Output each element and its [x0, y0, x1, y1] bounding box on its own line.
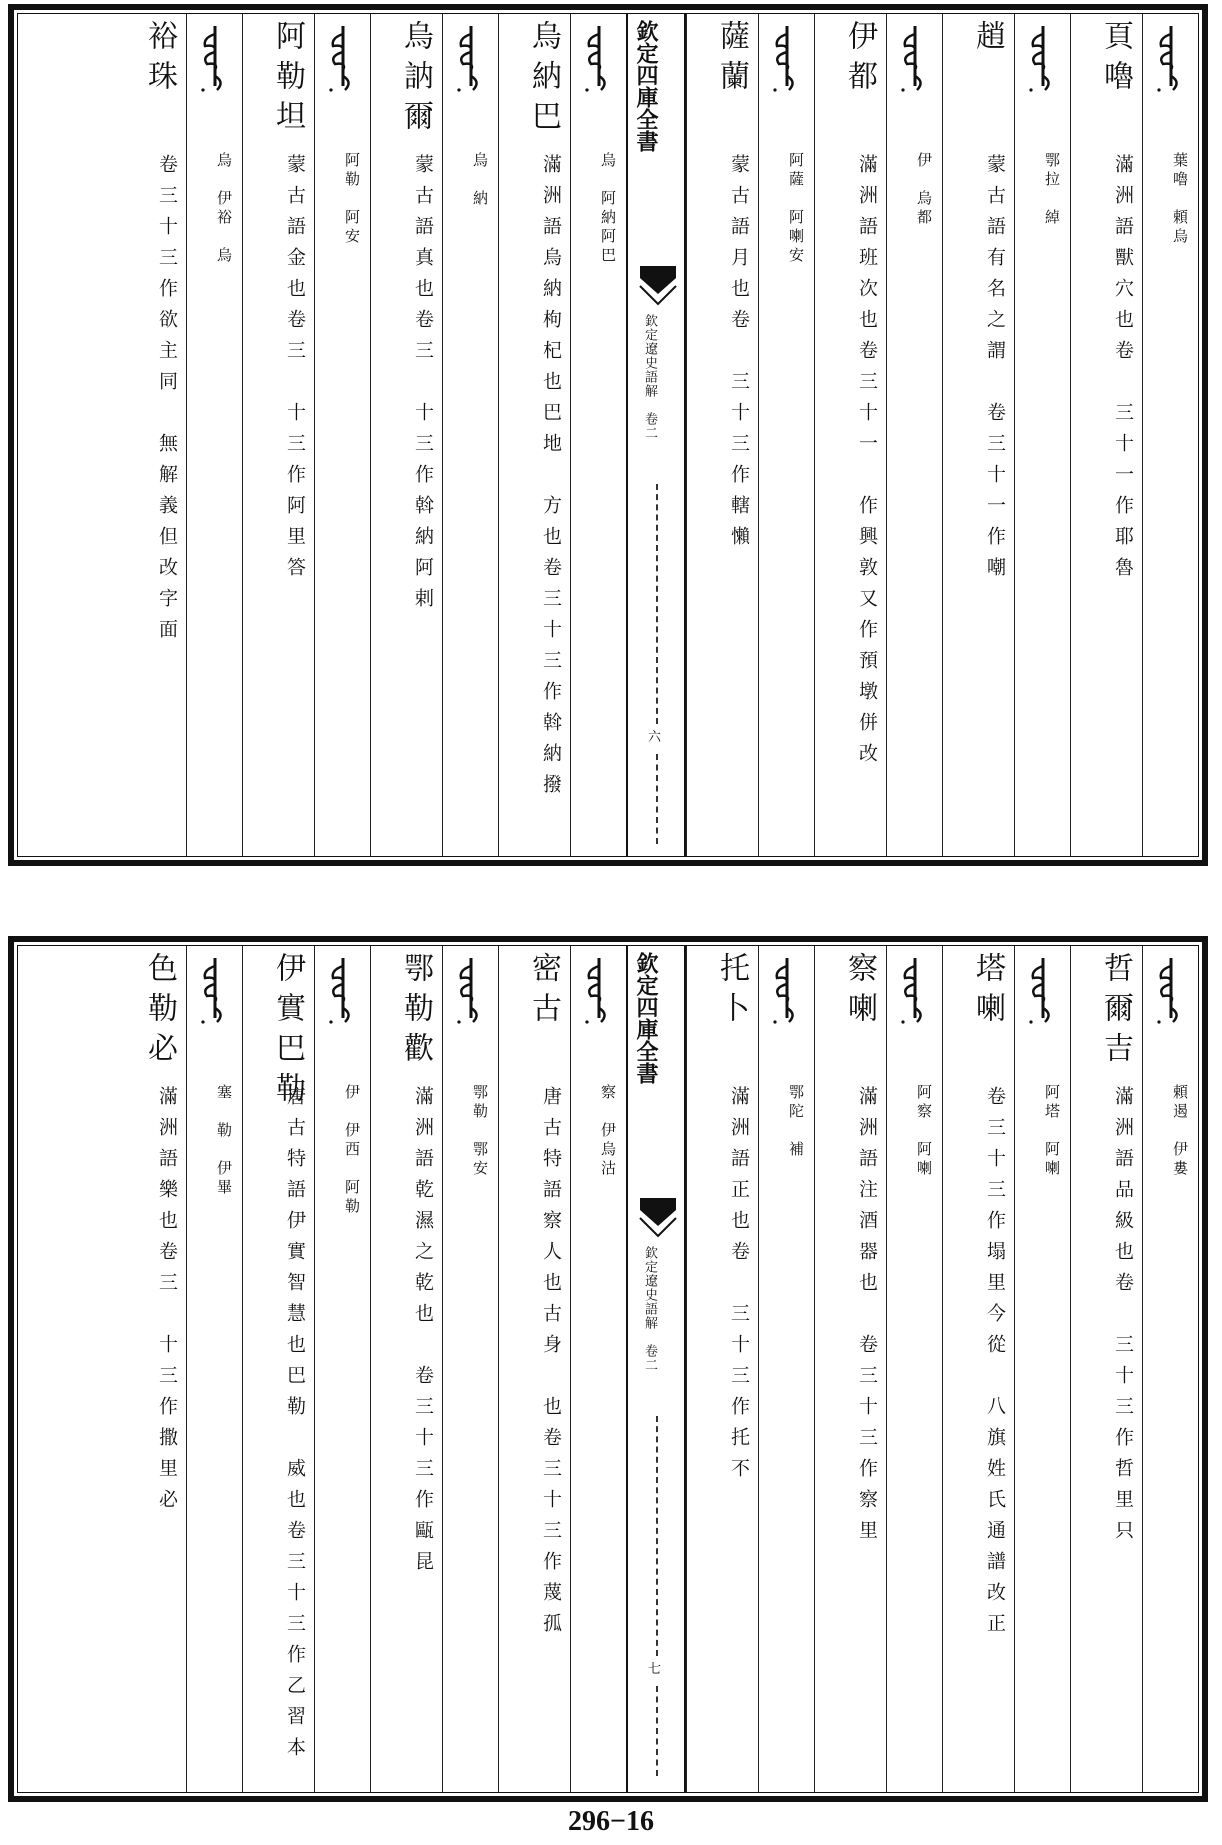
- entry-definition: 滿洲語注酒器也 卷三十三作察里: [856, 1086, 878, 1551]
- mongol-script-column: [442, 946, 498, 1792]
- entry-column: [114, 946, 186, 1792]
- entry-column: [498, 14, 570, 856]
- phonetic-reading: 烏 納: [471, 152, 489, 209]
- phonetic-reading: 烏 阿納阿巴: [599, 152, 617, 266]
- entry-definition: 卷三十三作塌里今從 八旗姓氏通譜改正: [984, 1086, 1006, 1644]
- phonetic-reading: 頼遏 伊婁: [1171, 1084, 1189, 1179]
- center-dash-line: [656, 1686, 658, 1776]
- page-number: 296−16: [568, 1806, 654, 1837]
- folio-number: 六: [648, 730, 662, 745]
- entry-definition: 滿洲語班次也卷三十一 作興敦又作預墩併改: [856, 154, 878, 774]
- entry-heading: 頁嚕: [1098, 20, 1133, 100]
- bottom-page-columns: [18, 946, 1198, 1792]
- mongol-script-column: [186, 14, 242, 856]
- entry-column: [686, 14, 758, 856]
- entry-heading: 哲爾吉: [1098, 952, 1133, 1072]
- manchu-script-glyph: [451, 24, 491, 94]
- mongol-script-column: [1014, 946, 1070, 1792]
- phonetic-reading: 鄂勒 鄂安: [471, 1084, 489, 1179]
- juan-note: 欽定遼史語解 卷二: [642, 314, 657, 440]
- juan-note: 欽定遼史語解 卷二: [642, 1246, 657, 1372]
- entry-column: [370, 14, 442, 856]
- fish-tail-mark: [638, 1196, 678, 1242]
- entry-definition: 蒙古語月也卷 三十三作轄懶: [728, 154, 750, 557]
- entry-column: [942, 946, 1014, 1792]
- entry-heading: 密古: [526, 952, 561, 1032]
- center-dash-line: [656, 484, 658, 724]
- manchu-script-glyph: [895, 956, 935, 1026]
- top-page-columns: [18, 14, 1198, 856]
- manchu-script-glyph: [579, 956, 619, 1026]
- entry-heading: 烏訥爾: [398, 20, 433, 140]
- entry-column: [242, 946, 314, 1792]
- entry-column: [1070, 946, 1142, 1792]
- phonetic-reading: 伊 伊西 阿勒: [343, 1084, 361, 1217]
- fish-tail-mark: [638, 264, 678, 310]
- entry-heading: 察喇: [842, 952, 877, 1032]
- entry-definition: 唐古特語伊實智慧也巴勒 威也卷三十三作乙習本: [284, 1086, 306, 1768]
- entry-definition: 滿洲語樂也卷三 十三作撒里必: [156, 1086, 178, 1520]
- phonetic-reading: 塞 勒 伊畢: [215, 1084, 233, 1198]
- mongol-script-column: [570, 14, 626, 856]
- mongol-script-column: [1014, 14, 1070, 856]
- mongol-script-column: [886, 946, 942, 1792]
- center-dash-line: [656, 1416, 658, 1656]
- folio-number: 七: [648, 1662, 662, 1677]
- phonetic-reading: 鄂拉 綽: [1043, 152, 1061, 228]
- manchu-script-glyph: [323, 24, 363, 94]
- entry-heading: 烏納巴: [526, 20, 561, 140]
- manchu-script-glyph: [767, 24, 807, 94]
- mongol-script-column: [314, 946, 370, 1792]
- entry-definition: 唐古特語察人也古身 也卷三十三作蔑孤: [540, 1086, 562, 1644]
- entry-definition: 滿洲語正也卷 三十三作托不: [728, 1086, 750, 1489]
- book-title-column: [626, 946, 686, 1792]
- entry-column: [686, 946, 758, 1792]
- entry-column: [814, 14, 886, 856]
- manchu-script-glyph: [1023, 24, 1063, 94]
- entry-heading: 伊實巴勒: [270, 952, 305, 1112]
- entry-definition: 滿洲語獸穴也卷 三十一作耶魯: [1112, 154, 1134, 588]
- entry-column: [814, 946, 886, 1792]
- mongol-script-column: [758, 14, 814, 856]
- manchu-script-glyph: [1151, 956, 1191, 1026]
- entry-definition: 蒙古語有名之謂 卷三十一作嘲: [984, 154, 1006, 588]
- manchu-script-glyph: [895, 24, 935, 94]
- entry-definition: 蒙古語真也卷三 十三作斡納阿剌: [412, 154, 434, 619]
- mongol-script-column: [570, 946, 626, 1792]
- entry-definition: 滿洲語烏納枸杞也巴地 方也卷三十三作斡納撥: [540, 154, 562, 805]
- entry-heading: 伊都: [842, 20, 877, 100]
- entry-column: [114, 14, 186, 856]
- entry-heading: 托卜: [714, 952, 749, 1032]
- mongol-script-column: [886, 14, 942, 856]
- manchu-script-glyph: [1151, 24, 1191, 94]
- entry-column: [242, 14, 314, 856]
- entry-heading: 薩蘭: [714, 20, 749, 100]
- manchu-script-glyph: [323, 956, 363, 1026]
- entry-heading: 趙: [970, 20, 1005, 60]
- entry-definition: 卷三十三作欲主同 無解義但改字面: [156, 154, 178, 650]
- entry-column: [498, 946, 570, 1792]
- entry-column: [942, 14, 1014, 856]
- mongol-script-column: [758, 946, 814, 1792]
- phonetic-reading: 察 伊烏沽: [599, 1084, 617, 1179]
- entry-definition: 滿洲語乾濕之乾也 卷三十三作甌昆: [412, 1086, 434, 1582]
- mongol-script-column: [186, 946, 242, 1792]
- phonetic-reading: 阿勒 阿安: [343, 152, 361, 247]
- mongol-script-column: [1142, 946, 1198, 1792]
- entry-definition: 滿洲語品級也卷 三十三作哲里只: [1112, 1086, 1134, 1551]
- phonetic-reading: 阿察 阿喇: [915, 1084, 933, 1179]
- book-title-column: [626, 14, 686, 856]
- center-dash-line: [656, 754, 658, 844]
- phonetic-reading: 烏 伊裕 烏: [215, 152, 233, 266]
- bottom-page: [8, 936, 1208, 1802]
- mongol-script-column: [1142, 14, 1198, 856]
- entry-column: [370, 946, 442, 1792]
- manchu-script-glyph: [1023, 956, 1063, 1026]
- phonetic-reading: 葉嚕 頼烏: [1171, 152, 1189, 247]
- entry-column: [1070, 14, 1142, 856]
- entry-heading: 阿勒坦: [270, 20, 305, 140]
- entry-heading: 塔喇: [970, 952, 1005, 1032]
- manchu-script-glyph: [579, 24, 619, 94]
- mongol-script-column: [314, 14, 370, 856]
- entry-heading: 裕珠: [142, 20, 177, 100]
- mongol-script-column: [442, 14, 498, 856]
- phonetic-reading: 阿塔 阿喇: [1043, 1084, 1061, 1179]
- phonetic-reading: 鄂陀 補: [787, 1084, 805, 1160]
- phonetic-reading: 阿薩 阿喇安: [787, 152, 805, 266]
- manchu-script-glyph: [451, 956, 491, 1026]
- entry-definition: 蒙古語金也卷三 十三作阿里答: [284, 154, 306, 588]
- top-page: [8, 4, 1208, 866]
- book-title: 欽定四庫全書: [633, 20, 659, 152]
- entry-heading: 鄂勒歡: [398, 952, 433, 1072]
- book-title: 欽定四庫全書: [633, 952, 659, 1084]
- manchu-script-glyph: [195, 956, 235, 1026]
- manchu-script-glyph: [767, 956, 807, 1026]
- phonetic-reading: 伊 烏都: [915, 152, 933, 228]
- entry-heading: 色勒必: [142, 952, 177, 1072]
- manchu-script-glyph: [195, 24, 235, 94]
